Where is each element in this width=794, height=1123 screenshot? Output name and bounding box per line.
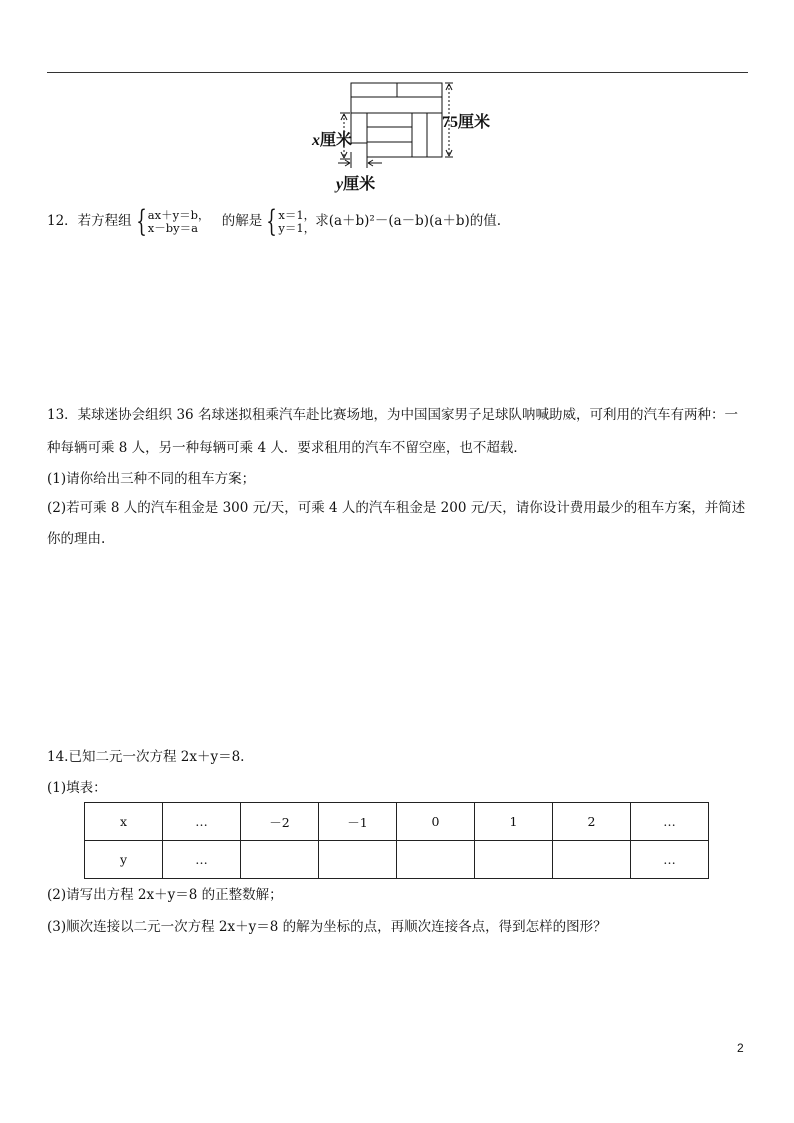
table-cell: －1 xyxy=(319,803,397,841)
question-14-part-1: (1)填表： xyxy=(47,780,107,796)
question-13-part-2: (2)若可乘 8 人的汽车租金是 300 元/天，可乘 4 人的汽车租金是 200 元/天，请你设计费用最少的租车方案，并简述 xyxy=(47,500,746,516)
table-cell: x xyxy=(85,803,163,841)
table-cell-blank xyxy=(475,841,553,879)
table-row-y xyxy=(85,841,709,879)
table-cell: … xyxy=(163,841,241,879)
table-cell: 2 xyxy=(553,803,631,841)
question-14-part-2: (2)请写出方程 2x＋y＝8 的正整数解； xyxy=(47,887,283,903)
question-14-part-3: (3)顺次连接以二元一次方程 2x＋y＝8 的解为坐标的点，再顺次连接各点，得到怎样的图形？ xyxy=(47,919,607,935)
label-75-cm: 75厘米 xyxy=(442,114,491,131)
table-cell: … xyxy=(631,841,709,879)
table-cell-blank xyxy=(553,841,631,879)
label-x-cm: x厘米 xyxy=(312,132,353,149)
equation-system-1: { ax＋y＝b， x－by＝a xyxy=(135,203,210,239)
equation-system-2: { x＝1， y＝1， xyxy=(266,203,316,239)
table-cell: 1 xyxy=(475,803,553,841)
table-cell-blank xyxy=(241,841,319,879)
table-cell: 0 xyxy=(397,803,475,841)
label-y-cm: y厘米 xyxy=(336,176,376,193)
header-rule xyxy=(47,72,748,73)
question-12: 12．若方程组 { ax＋y＝b， x－by＝a 的解是 { x＝1， y＝1， 求(a＋b)²－(a－b)(a＋b)的值. xyxy=(47,203,502,239)
table-cell: y xyxy=(85,841,163,879)
table-cell: … xyxy=(631,803,709,841)
table-cell: … xyxy=(163,803,241,841)
question-13-part-1: (1)请你给出三种不同的租车方案； xyxy=(47,471,256,487)
question-13-line-2: 种每辆可乘 8 人，另一种每辆可乘 4 人．要求租用的汽车不留空座，也不超载． xyxy=(47,440,527,456)
table-cell: －2 xyxy=(241,803,319,841)
fill-in-table xyxy=(84,802,709,879)
page-number: 2 xyxy=(737,1041,744,1055)
table-cell-blank xyxy=(319,841,397,879)
table-row-x xyxy=(85,803,709,841)
question-14-stem: 14.已知二元一次方程 2x＋y＝8. xyxy=(47,749,245,765)
question-13-line-1: 13．某球迷协会组织 36 名球迷拟租乘汽车赴比赛场地，为中国国家男子足球队呐喊助威，可利用的汽车有两种：一 xyxy=(47,407,738,423)
table-cell-blank xyxy=(397,841,475,879)
question-13-part-2-cont: 你的理由. xyxy=(47,531,106,547)
